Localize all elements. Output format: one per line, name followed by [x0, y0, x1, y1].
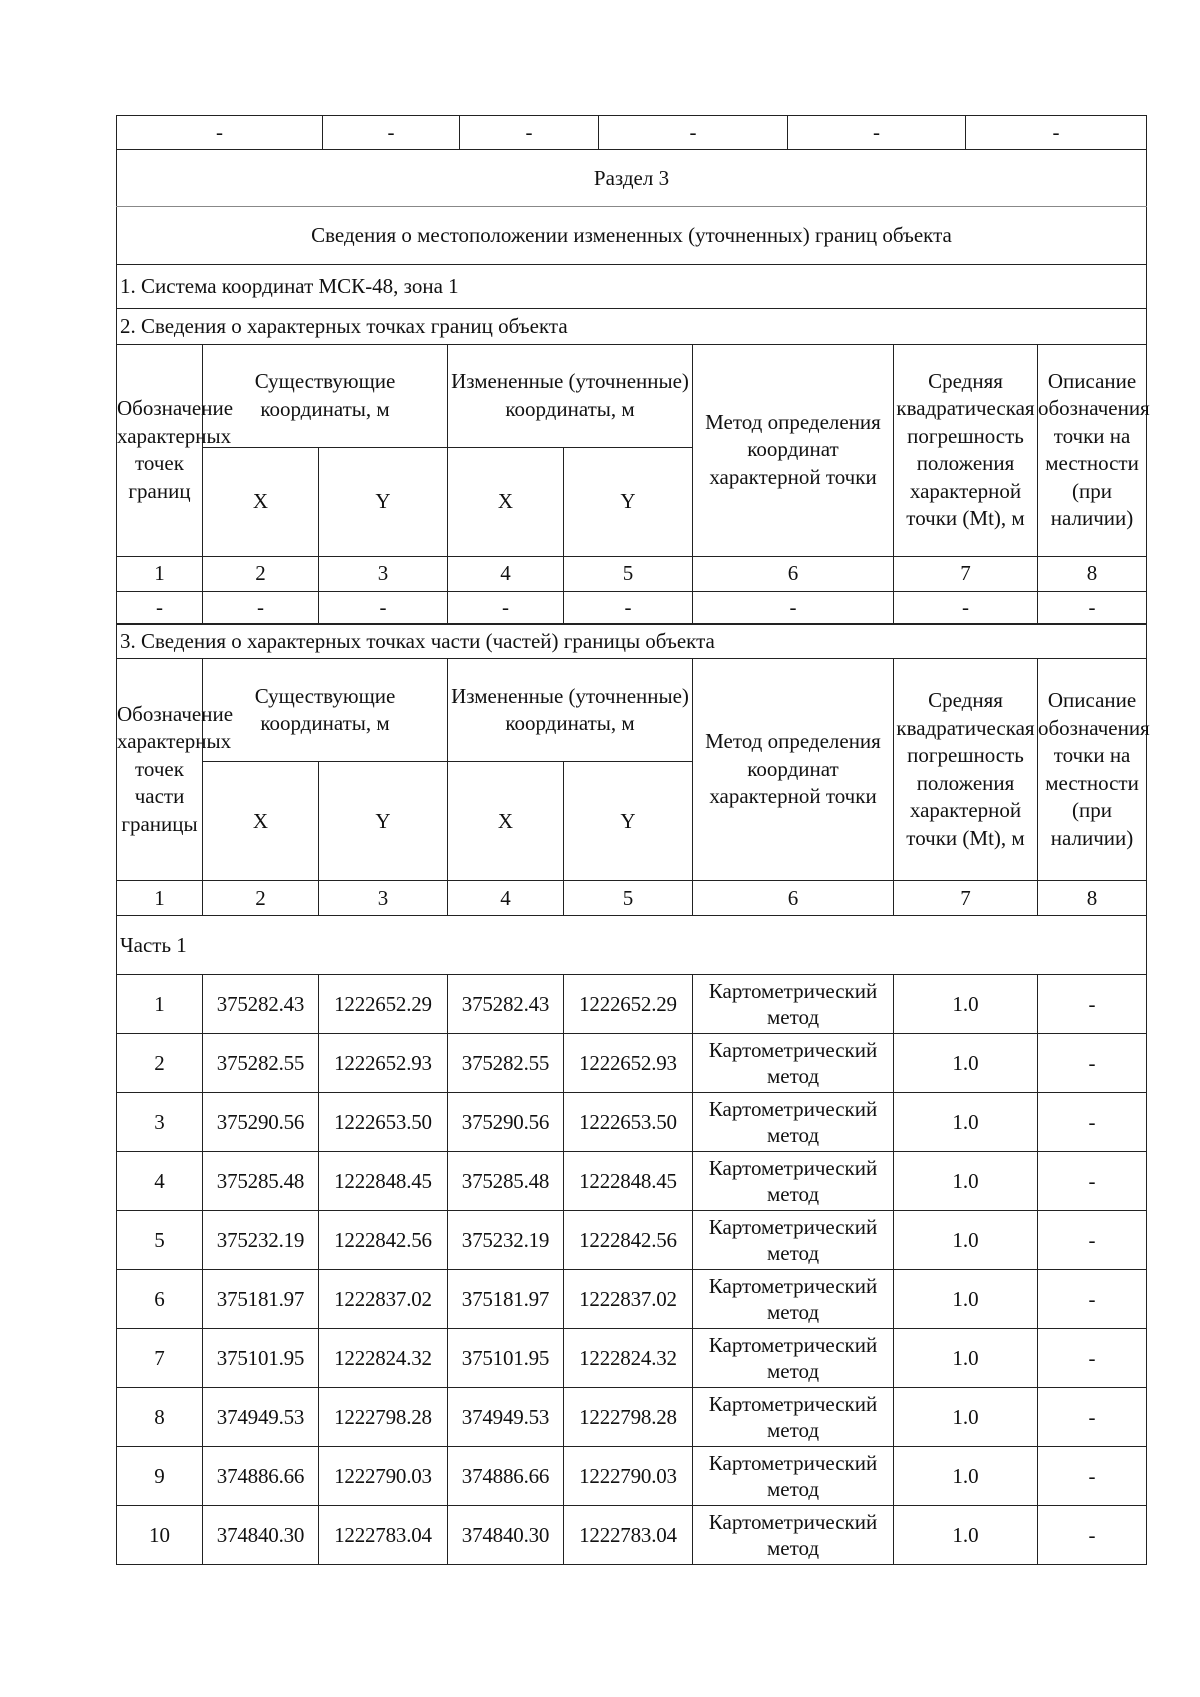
header-description: Описание обозначения точки на местности (при наличии) — [1038, 344, 1147, 556]
column-number: 4 — [448, 556, 564, 591]
point-number-cell: 3 — [117, 1093, 203, 1152]
table-row — [117, 1388, 1147, 1447]
changed-x-cell: 375285.48 — [448, 1152, 564, 1211]
header-x: X — [448, 762, 564, 881]
description-cell: - — [1038, 1211, 1147, 1270]
method-cell: Картометрический метод — [693, 1211, 894, 1270]
changed-y-cell: 1222652.93 — [564, 1034, 693, 1093]
header-point-designation: Обозначение характерных точек границ — [117, 344, 203, 556]
column-number: 5 — [564, 881, 693, 916]
header-x: X — [448, 447, 564, 556]
top-cell: - — [117, 116, 323, 150]
mean-error-cell: 1.0 — [894, 1211, 1038, 1270]
existing-x-cell: 375232.19 — [203, 1211, 319, 1270]
column-number: 3 — [319, 556, 448, 591]
header-y: Y — [319, 762, 448, 881]
existing-y-cell: 1222652.29 — [319, 975, 448, 1034]
header-mean-error: Средняя квадратическая погрешность положения характерной точки (Mt), м — [894, 659, 1038, 881]
table-cell: - — [1038, 591, 1147, 624]
table2-title: 3. Сведения о характерных точках части (частей) границы объекта — [117, 624, 1147, 659]
table-row — [117, 1506, 1147, 1565]
mean-error-cell: 1.0 — [894, 1093, 1038, 1152]
mean-error-cell: 1.0 — [894, 1506, 1038, 1565]
column-number: 6 — [693, 881, 894, 916]
changed-x-cell: 375282.55 — [448, 1034, 564, 1093]
column-number: 8 — [1038, 556, 1147, 591]
mean-error-cell: 1.0 — [894, 1388, 1038, 1447]
table-row — [117, 1211, 1147, 1270]
column-number: 8 — [1038, 881, 1147, 916]
table-row — [117, 1034, 1147, 1093]
description-cell: - — [1038, 1388, 1147, 1447]
mean-error-cell: 1.0 — [894, 1270, 1038, 1329]
method-cell: Картометрический метод — [693, 1270, 894, 1329]
table-row — [117, 1447, 1147, 1506]
existing-x-cell: 375290.56 — [203, 1093, 319, 1152]
description-cell: - — [1038, 1152, 1147, 1211]
existing-y-cell: 1222824.32 — [319, 1329, 448, 1388]
point-number-cell: 6 — [117, 1270, 203, 1329]
table1-title: 2. Сведения о характерных точках границ объекта — [117, 308, 1147, 344]
table-row — [117, 975, 1147, 1034]
part-boundary-points-table — [116, 623, 1150, 1565]
header-changed-coords: Измененные (уточненные) координаты, м — [448, 344, 693, 447]
column-number: 3 — [319, 881, 448, 916]
mean-error-cell: 1.0 — [894, 975, 1038, 1034]
header-x: X — [203, 447, 319, 556]
top-cell: - — [966, 116, 1147, 150]
header-y: Y — [564, 762, 693, 881]
existing-x-cell: 375285.48 — [203, 1152, 319, 1211]
changed-x-cell: 374949.53 — [448, 1388, 564, 1447]
column-number: 7 — [894, 556, 1038, 591]
column-number: 2 — [203, 556, 319, 591]
points-table-body — [117, 975, 1147, 1565]
empty-data-row — [117, 591, 1147, 624]
column-number: 4 — [448, 881, 564, 916]
point-number-cell: 8 — [117, 1388, 203, 1447]
changed-x-cell: 374886.66 — [448, 1447, 564, 1506]
column-number: 2 — [203, 881, 319, 916]
mean-error-cell: 1.0 — [894, 1034, 1038, 1093]
table-cell: - — [693, 591, 894, 624]
column-number: 6 — [693, 556, 894, 591]
header-point-designation: Обозначение характерных точек части границы — [117, 659, 203, 881]
continuation-row — [117, 116, 1147, 150]
column-number-row — [117, 881, 1147, 916]
existing-y-cell: 1222798.28 — [319, 1388, 448, 1447]
description-cell: - — [1038, 1093, 1147, 1152]
method-cell: Картометрический метод — [693, 1034, 894, 1093]
changed-y-cell: 1222837.02 — [564, 1270, 693, 1329]
point-number-cell: 2 — [117, 1034, 203, 1093]
section-subtitle: Сведения о местоположении измененных (уточненных) границ объекта — [117, 207, 1147, 265]
point-number-cell: 10 — [117, 1506, 203, 1565]
existing-x-cell: 375101.95 — [203, 1329, 319, 1388]
header-method: Метод определения координат характерной точки — [693, 659, 894, 881]
point-number-cell: 7 — [117, 1329, 203, 1388]
existing-x-cell: 375282.43 — [203, 975, 319, 1034]
description-cell: - — [1038, 1447, 1147, 1506]
method-cell: Картометрический метод — [693, 1388, 894, 1447]
changed-y-cell: 1222783.04 — [564, 1506, 693, 1565]
table-row — [117, 1270, 1147, 1329]
mean-error-cell: 1.0 — [894, 1152, 1038, 1211]
method-cell: Картометрический метод — [693, 1152, 894, 1211]
table-cell: - — [564, 591, 693, 624]
header-y: Y — [564, 447, 693, 556]
changed-y-cell: 1222790.03 — [564, 1447, 693, 1506]
description-cell: - — [1038, 975, 1147, 1034]
existing-y-cell: 1222652.93 — [319, 1034, 448, 1093]
existing-y-cell: 1222783.04 — [319, 1506, 448, 1565]
point-number-cell: 4 — [117, 1152, 203, 1211]
boundary-points-table — [116, 308, 1150, 625]
column-number: 5 — [564, 556, 693, 591]
column-number: 1 — [117, 881, 203, 916]
existing-x-cell: 375282.55 — [203, 1034, 319, 1093]
header-changed-coords: Измененные (уточненные) координаты, м — [448, 659, 693, 762]
changed-x-cell: 374840.30 — [448, 1506, 564, 1565]
header-method: Метод определения координат характерной точки — [693, 344, 894, 556]
existing-x-cell: 374949.53 — [203, 1388, 319, 1447]
section-header-table — [116, 115, 1147, 309]
section-title: Раздел 3 — [117, 150, 1147, 207]
table-row — [117, 1152, 1147, 1211]
point-number-cell: 5 — [117, 1211, 203, 1270]
changed-y-cell: 1222798.28 — [564, 1388, 693, 1447]
table-cell: - — [319, 591, 448, 624]
changed-y-cell: 1222653.50 — [564, 1093, 693, 1152]
column-number: 7 — [894, 881, 1038, 916]
changed-y-cell: 1222652.29 — [564, 975, 693, 1034]
header-existing-coords: Существующие координаты, м — [203, 344, 448, 447]
description-cell: - — [1038, 1506, 1147, 1565]
existing-y-cell: 1222837.02 — [319, 1270, 448, 1329]
changed-x-cell: 375232.19 — [448, 1211, 564, 1270]
top-cell: - — [460, 116, 599, 150]
changed-x-cell: 375181.97 — [448, 1270, 564, 1329]
changed-x-cell: 375101.95 — [448, 1329, 564, 1388]
header-existing-coords: Существующие координаты, м — [203, 659, 448, 762]
method-cell: Картометрический метод — [693, 1093, 894, 1152]
existing-y-cell: 1222842.56 — [319, 1211, 448, 1270]
header-y: Y — [319, 447, 448, 556]
changed-x-cell: 375282.43 — [448, 975, 564, 1034]
method-cell: Картометрический метод — [693, 1447, 894, 1506]
part-label: Часть 1 — [117, 916, 1147, 975]
top-cell: - — [788, 116, 966, 150]
existing-y-cell: 1222790.03 — [319, 1447, 448, 1506]
description-cell: - — [1038, 1270, 1147, 1329]
column-number: 1 — [117, 556, 203, 591]
mean-error-cell: 1.0 — [894, 1329, 1038, 1388]
header-description: Описание обозначения точки на местности (при наличии) — [1038, 659, 1147, 881]
description-cell: - — [1038, 1034, 1147, 1093]
existing-x-cell: 374840.30 — [203, 1506, 319, 1565]
description-cell: - — [1038, 1329, 1147, 1388]
point-number-cell: 9 — [117, 1447, 203, 1506]
method-cell: Картометрический метод — [693, 1329, 894, 1388]
table-cell: - — [203, 591, 319, 624]
coordinate-system: 1. Система координат МСК-48, зона 1 — [117, 265, 1147, 309]
table-row — [117, 1329, 1147, 1388]
method-cell: Картометрический метод — [693, 975, 894, 1034]
method-cell: Картометрический метод — [693, 1506, 894, 1565]
changed-y-cell: 1222842.56 — [564, 1211, 693, 1270]
existing-x-cell: 375181.97 — [203, 1270, 319, 1329]
table-cell: - — [117, 591, 203, 624]
table-cell: - — [448, 591, 564, 624]
column-number-row — [117, 556, 1147, 591]
document-page — [116, 115, 1150, 1565]
header-x: X — [203, 762, 319, 881]
existing-y-cell: 1222848.45 — [319, 1152, 448, 1211]
top-cell: - — [323, 116, 460, 150]
changed-x-cell: 375290.56 — [448, 1093, 564, 1152]
table-row — [117, 1093, 1147, 1152]
changed-y-cell: 1222824.32 — [564, 1329, 693, 1388]
table-cell: - — [894, 591, 1038, 624]
mean-error-cell: 1.0 — [894, 1447, 1038, 1506]
top-cell: - — [599, 116, 788, 150]
existing-x-cell: 374886.66 — [203, 1447, 319, 1506]
header-mean-error: Средняя квадратическая погрешность положения характерной точки (Mt), м — [894, 344, 1038, 556]
changed-y-cell: 1222848.45 — [564, 1152, 693, 1211]
existing-y-cell: 1222653.50 — [319, 1093, 448, 1152]
point-number-cell: 1 — [117, 975, 203, 1034]
